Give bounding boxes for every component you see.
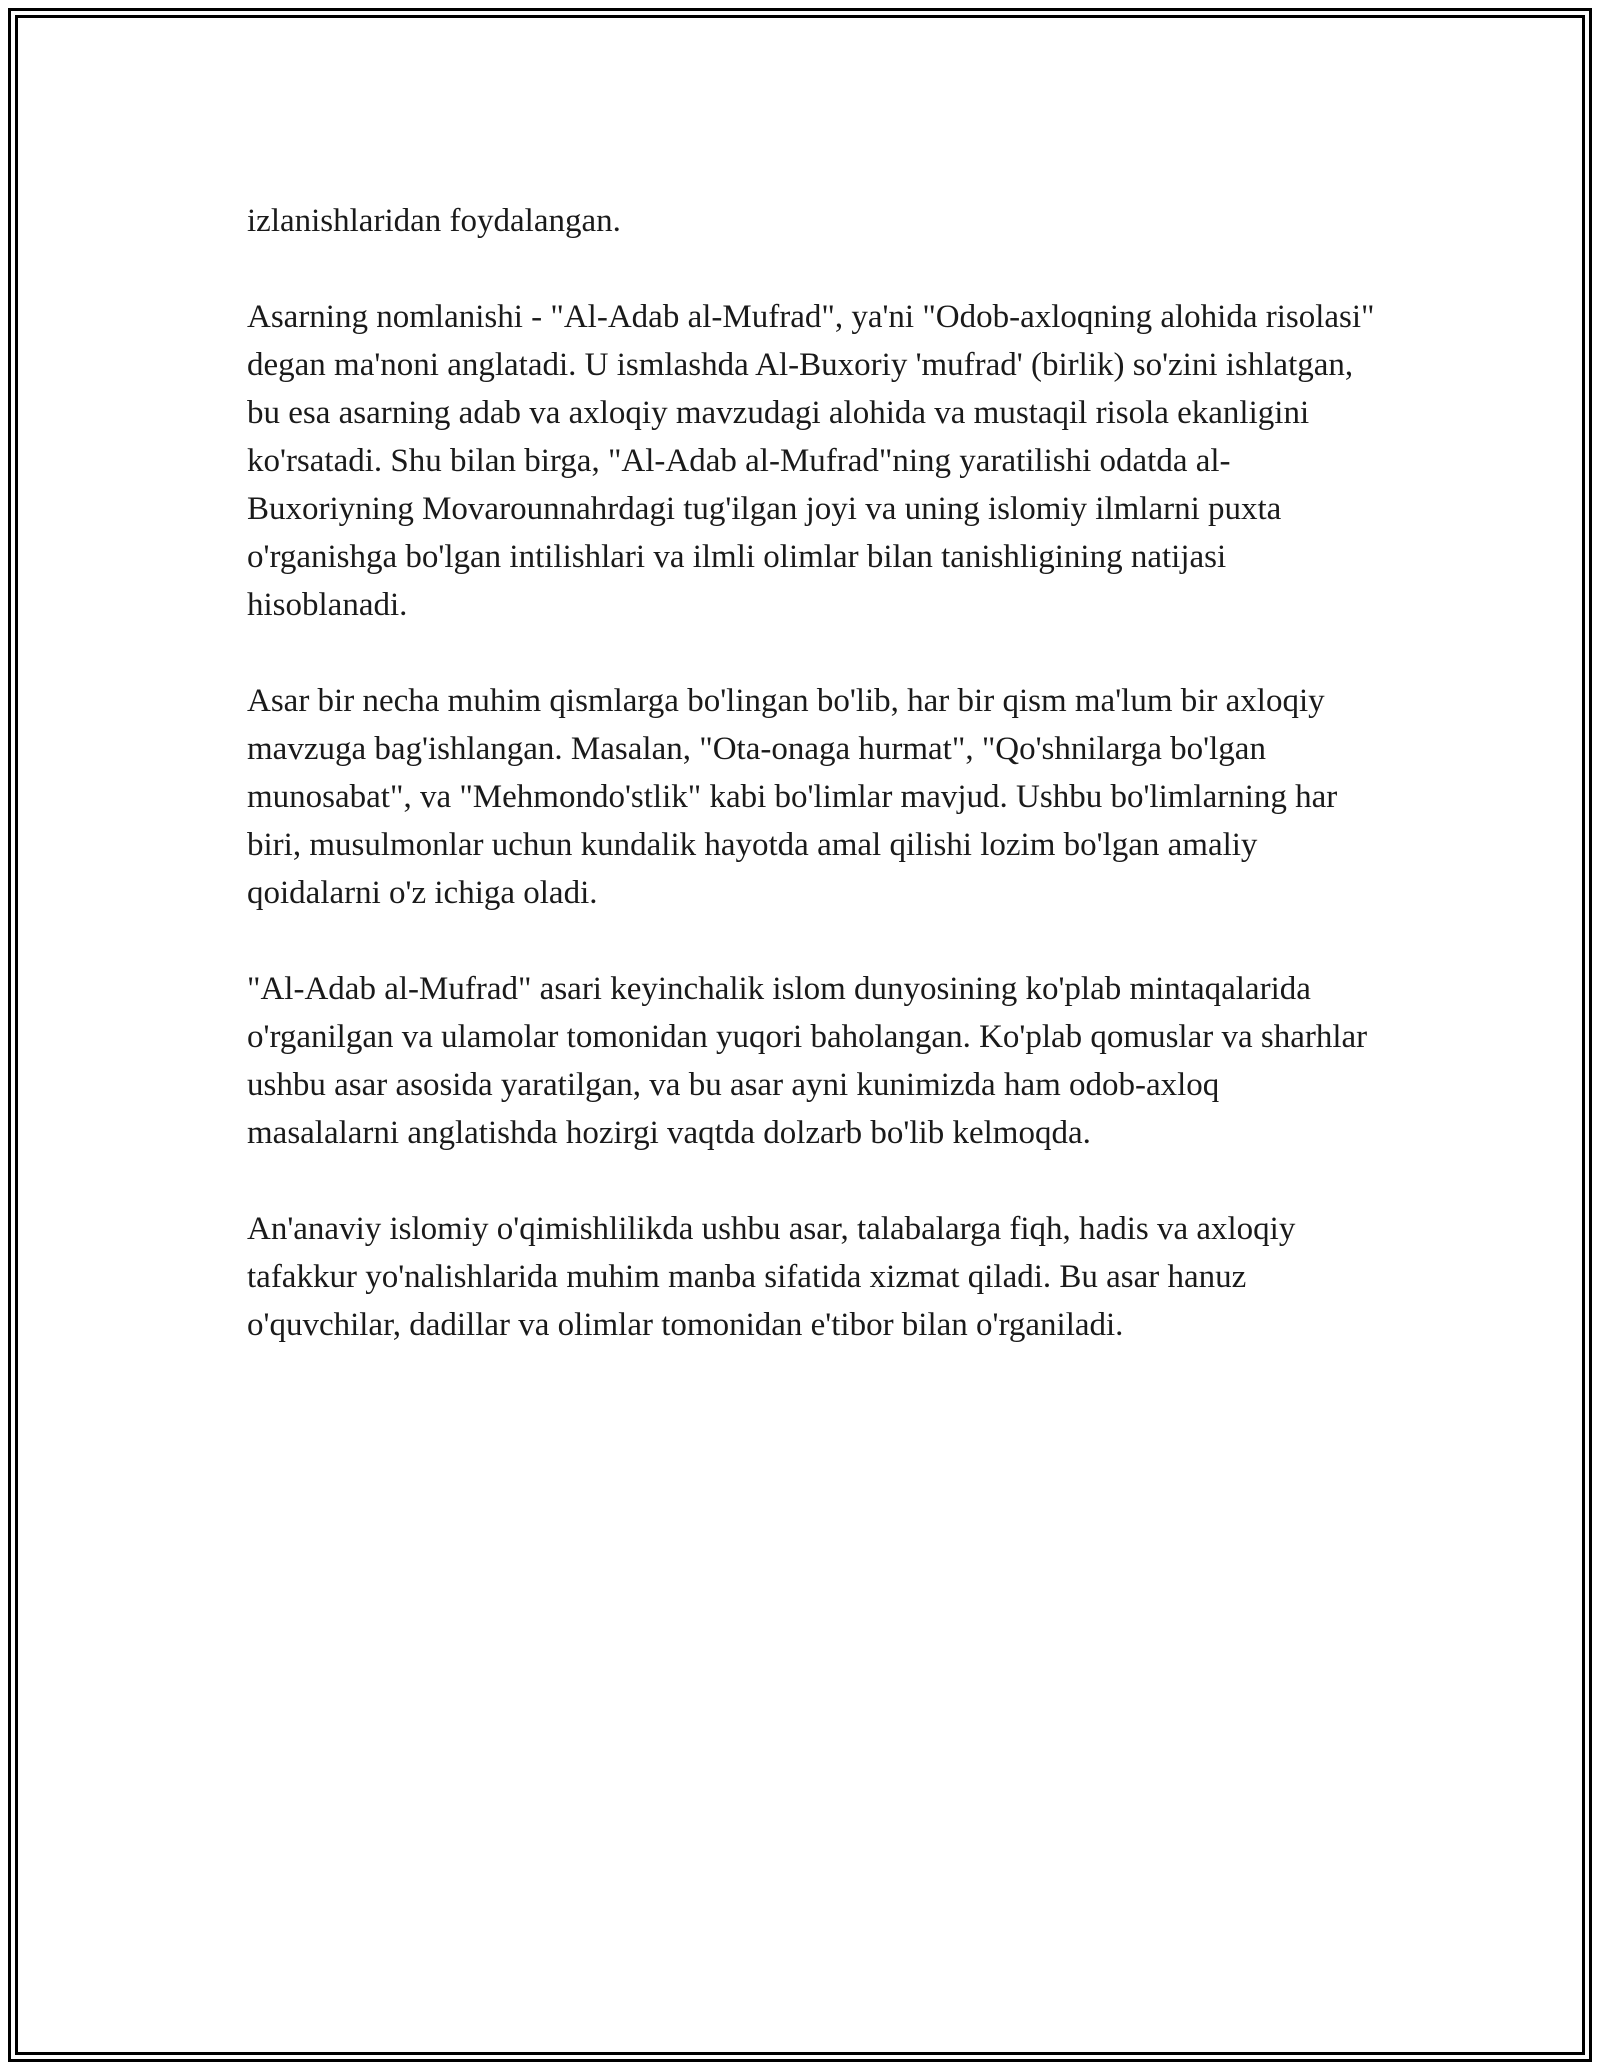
paragraph-structure: Asar bir necha muhim qismlarga bo'lingan bo'lib, har bir qism ma'lum bir axloqiy mavzuga bag'ishlangan. Masalan, "Ota-onaga hurmat", "Qo'shnilarga bo'lgan munosabat", va "Mehmondo'stlik" kabi bo'limlar mavjud. Ushbu bo'limlarning har biri, musulmonlar uchun kundalik hayotda amal qilishi lozim bo'lgan amaliy qoidalarni o'z ichiga oladi. xyxy=(247,683,1338,911)
paragraph-title-meaning: Asarning nomlanishi - "Al-Adab al-Mufrad", ya'ni "Odob-axloqning alohida risolasi" degan ma'noni anglatadi. U ismlashda Al-Buxoriy 'mufrad' (birlik) so'zini ishlatgan, bu esa asarning adab va axloqiy mavzudagi alohida va mustaqil risola ekanligini ko'rsatadi. Shu bilan birga, "Al-Adab al-Mufrad"ning yaratilishi odatda al-Buxoriyning Movarounnahrdagi tug'ilgan joyi va uning islomiy ilmlarni puxta o'rganishga bo'lgan intilishlari va ilmli olimlar bilan tanishligining natijasi hisoblanadi. xyxy=(247,299,1375,623)
document-body xyxy=(247,197,1377,1349)
page-frame xyxy=(8,8,1592,2062)
paragraph-reception: "Al-Adab al-Mufrad" asari keyinchalik islom dunyosining ko'plab mintaqalarida o'rganilgan va ulamolar tomonidan yuqori baholangan. Ko'plab qomuslar va sharhlar ushbu asar asosida yaratilgan, va bu asar ayni kunimizda ham odob-axloq masalalarni anglatishda hozirgi vaqtda dolzarb bo'lib kelmoqda. xyxy=(247,971,1368,1151)
paragraph-education: An'anaviy islomiy o'qimishlilikda ushbu asar, talabalarga fiqh, hadis va axloqiy tafakkur yo'nalishlarida muhim manba sifatida xizmat qiladi. Bu asar hanuz o'quvchilar, dadillar va olimlar tomonidan e'tibor bilan o'rganiladi. xyxy=(247,1211,1296,1343)
paragraph-continuation: izlanishlaridan foydalangan. xyxy=(247,203,621,239)
